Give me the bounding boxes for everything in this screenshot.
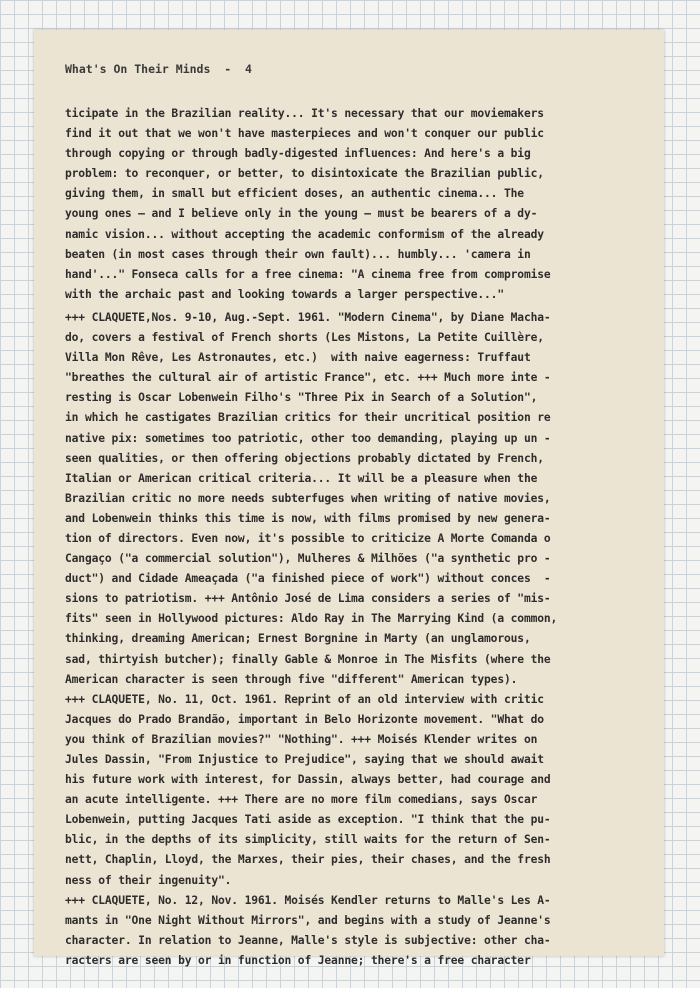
text-line: Brazilian critic no more needs subterfuges when writing of native movies, bbox=[65, 491, 551, 505]
text-line: "breathes the cultural air of artistic France", etc. +++ Much more inte - bbox=[65, 371, 551, 385]
text-line: his future work with interest, for Dassin, always better, had courage and bbox=[65, 773, 551, 787]
text-line: seen qualities, or then offering objections probably dictated by French, bbox=[65, 451, 544, 465]
text-line: sions to patriotism. +++ Antônio José de Lima considers a series of "mis- bbox=[65, 592, 551, 606]
text-line: hand'..." Fonseca calls for a free cinema: "A cinema free from compromise bbox=[65, 267, 551, 281]
text-line: blic, in the depths of its simplicity, still waits for the return of Sen- bbox=[65, 833, 551, 847]
text-line: +++ CLAQUETE, No. 12, Nov. 1961. Moisés Kendler returns to Malle's Les A- bbox=[65, 893, 551, 907]
text-line: an acute intelligente. +++ There are no more film comedians, says Oscar bbox=[65, 793, 538, 807]
text-line: young ones — and I believe only in the young — must be bearers of a dy- bbox=[65, 207, 538, 221]
text-line: do, covers a festival of French shorts (Les Mistons, La Petite Cuillère, bbox=[65, 331, 544, 345]
text-line: duct") and Cidade Ameaçada ("a finished piece of work") without conces - bbox=[65, 572, 551, 586]
text-line: find it out that we won't have masterpieces and won't conquer our public bbox=[65, 127, 544, 141]
text-line: problem: to reconquer, or better, to disintoxicate the Brazilian public, bbox=[65, 167, 544, 181]
text-line: in which he castigates Brazilian critics for their uncritical position re bbox=[65, 411, 551, 425]
text-line: thinking, dreaming American; Ernest Borgnine in Marty (an unglamorous, bbox=[65, 632, 531, 646]
typewritten-page bbox=[34, 30, 664, 967]
text-line: character. In relation to Jeanne, Malle's style is subjective: other cha- bbox=[65, 933, 551, 947]
text-line: sad, thirtyish butcher); finally Gable & Monroe in The Misfits (where the bbox=[65, 652, 551, 666]
page-header: What's On Their Minds - 4 bbox=[65, 62, 252, 76]
text-line: Cangaço ("a commercial solution"), Mulheres & Milhões ("a synthetic pro - bbox=[65, 552, 551, 566]
text-line: nett, Chaplin, Lloyd, the Marxes, their pies, their chases, and the fresh bbox=[65, 853, 551, 867]
text-line: giving them, in small but efficient doses, an authentic cinema... The bbox=[65, 187, 524, 201]
text-line: Villa Mon Rêve, Les Astronautes, etc.) with naive eagerness: Truffaut bbox=[65, 351, 531, 365]
text-line: ticipate in the Brazilian reality... It's necessary that our moviemakers bbox=[65, 107, 544, 120]
text-line: ness of their ingenuity". bbox=[65, 873, 232, 887]
text-line: beaten (in most cases through their own fault)... humbly... 'camera in bbox=[65, 247, 531, 261]
text-line: Jacques do Prado Brandão, important in Belo Horizonte movement. "What do bbox=[65, 712, 544, 726]
text-line: you think of Brazilian movies?" "Nothing". +++ Moisés Klender writes on bbox=[65, 732, 538, 746]
text-line: and Lobenwein thinks this time is now, with films promised by new genera- bbox=[65, 511, 551, 525]
text-line: mants in "One Night Without Mirrors", and begins with a study of Jeanne's bbox=[65, 913, 551, 927]
text-line: through copying or through badly-digested influences: And here's a big bbox=[65, 147, 531, 161]
text-line: Italian or American critical criteria... It will be a pleasure when the bbox=[65, 471, 538, 485]
text-line: +++ CLAQUETE,Nos. 9-10, Aug.-Sept. 1961. "Modern Cinema", by Diane Macha- bbox=[65, 310, 551, 324]
text-line: racters are seen by or in function of Jeanne; there's a free character bbox=[65, 953, 531, 967]
document-body bbox=[65, 104, 633, 971]
text-line: resting is Oscar Lobenwein Filho's "Three Pix in Search of a Solution", bbox=[65, 391, 538, 405]
text-line: native pix: sometimes too patriotic, other too demanding, playing up un - bbox=[65, 431, 551, 445]
text-line: with the archaic past and looking towards a larger perspective..." bbox=[65, 287, 504, 301]
text-line: Lobenwein, putting Jacques Tati aside as exception. "I think that the pu- bbox=[65, 813, 551, 827]
text-line: American character is seen through five "different" American types). bbox=[65, 672, 518, 686]
text-line: tion of directors. Even now, it's possible to criticize A Morte Comanda o bbox=[65, 531, 551, 545]
text-line: Jules Dassin, "From Injustice to Prejudice", saying that we should await bbox=[65, 753, 544, 766]
text-line: +++ CLAQUETE, No. 11, Oct. 1961. Reprint of an old interview with critic bbox=[65, 692, 544, 706]
text-line: fits" seen in Hollywood pictures: Aldo Ray in The Marrying Kind (a common, bbox=[65, 612, 558, 626]
text-line: namic vision... without accepting the academic conformism of the already bbox=[65, 227, 544, 241]
